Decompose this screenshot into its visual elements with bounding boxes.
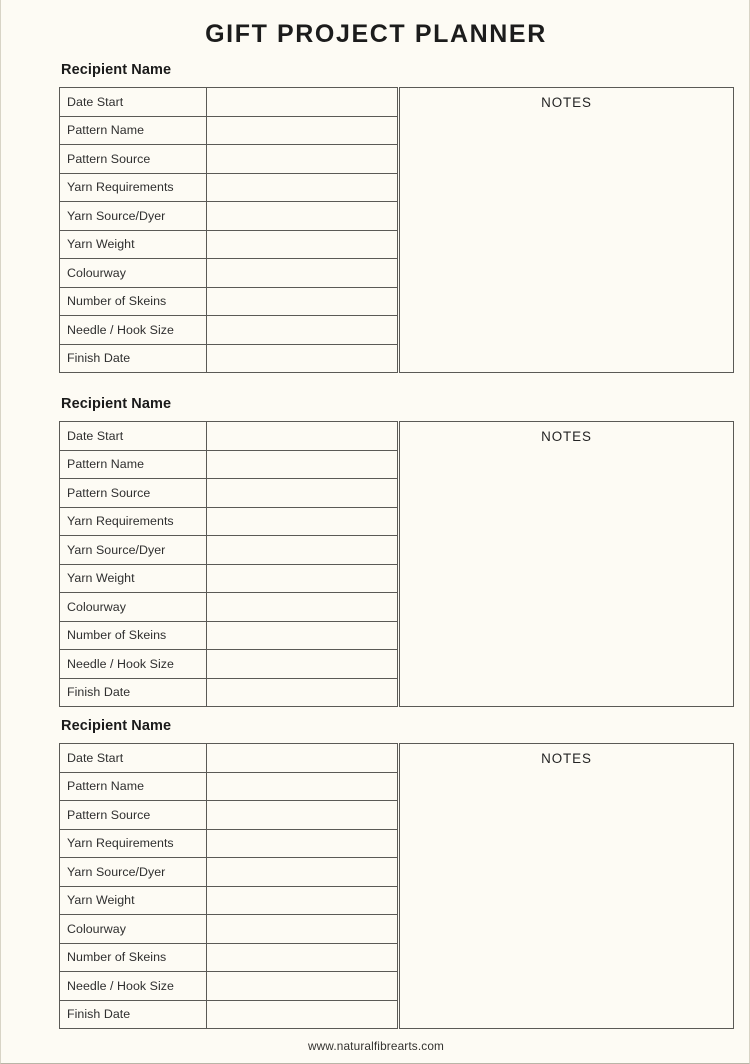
block-row [59,421,734,707]
table-row [60,202,398,231]
field-label: Date Start [60,422,207,451]
field-value-input[interactable] [207,230,398,259]
table-row [60,650,398,679]
block-row [59,743,734,1029]
field-label: Finish Date [60,678,207,707]
project-fields-table [59,421,398,707]
field-label: Date Start [60,744,207,773]
field-value-input[interactable] [207,344,398,373]
field-label: Needle / Hook Size [60,316,207,345]
table-row [60,621,398,650]
field-label: Yarn Source/Dyer [60,202,207,231]
table-row [60,678,398,707]
field-value-input[interactable] [207,650,398,679]
project-fields-table [59,87,398,373]
field-value-input[interactable] [207,145,398,174]
field-label: Colourway [60,259,207,288]
field-label: Pattern Name [60,116,207,145]
field-value-input[interactable] [207,678,398,707]
field-label: Colourway [60,593,207,622]
project-block [59,718,734,1029]
field-label: Finish Date [60,344,207,373]
table-row [60,1000,398,1029]
project-fields-table [59,743,398,1029]
field-value-input[interactable] [207,593,398,622]
project-block [59,62,734,373]
table-row [60,479,398,508]
field-value-input[interactable] [207,772,398,801]
notes-title: NOTES [541,429,592,444]
field-value-input[interactable] [207,422,398,451]
field-value-input[interactable] [207,450,398,479]
field-label: Number of Skeins [60,943,207,972]
recipient-name-heading: Recipient Name [61,396,172,412]
table-row [60,536,398,565]
field-value-input[interactable] [207,564,398,593]
table-row [60,886,398,915]
notes-title: NOTES [541,95,592,110]
footer-website-url: www.naturalfibrearts.com [307,1039,445,1053]
field-value-input[interactable] [207,915,398,944]
block-row [59,87,734,373]
field-value-input[interactable] [207,316,398,345]
table-row [60,593,398,622]
field-label: Pattern Name [60,772,207,801]
table-row [60,915,398,944]
table-row [60,287,398,316]
page-title: GIFT PROJECT PLANNER [205,20,547,48]
field-value-input[interactable] [207,943,398,972]
table-row [60,88,398,117]
field-label: Pattern Source [60,145,207,174]
field-label: Yarn Weight [60,230,207,259]
recipient-name-heading: Recipient Name [61,62,172,78]
field-value-input[interactable] [207,621,398,650]
recipient-name-heading: Recipient Name [61,718,172,734]
field-value-input[interactable] [207,116,398,145]
table-row [60,801,398,830]
field-value-input[interactable] [207,972,398,1001]
field-label: Number of Skeins [60,621,207,650]
table-row [60,972,398,1001]
table-row [60,772,398,801]
field-value-input[interactable] [207,886,398,915]
field-label: Yarn Source/Dyer [60,536,207,565]
field-value-input[interactable] [207,829,398,858]
field-label: Finish Date [60,1000,207,1029]
field-label: Yarn Requirements [60,507,207,536]
table-row [60,943,398,972]
field-value-input[interactable] [207,536,398,565]
table-row [60,450,398,479]
field-label: Yarn Requirements [60,173,207,202]
field-label: Colourway [60,915,207,944]
table-row [60,145,398,174]
field-value-input[interactable] [207,88,398,117]
field-label: Date Start [60,88,207,117]
field-value-input[interactable] [207,507,398,536]
notes-box[interactable] [399,87,734,373]
field-value-input[interactable] [207,801,398,830]
field-value-input[interactable] [207,259,398,288]
field-label: Yarn Weight [60,886,207,915]
notes-box[interactable] [399,743,734,1029]
project-block [59,396,734,707]
field-value-input[interactable] [207,858,398,887]
table-row [60,829,398,858]
field-value-input[interactable] [207,173,398,202]
notes-box[interactable] [399,421,734,707]
table-row [60,230,398,259]
table-row [60,344,398,373]
field-value-input[interactable] [207,1000,398,1029]
field-label: Needle / Hook Size [60,972,207,1001]
notes-title: NOTES [541,751,592,766]
field-value-input[interactable] [207,479,398,508]
field-value-input[interactable] [207,287,398,316]
table-row [60,422,398,451]
table-row [60,116,398,145]
table-row [60,858,398,887]
field-label: Needle / Hook Size [60,650,207,679]
table-row [60,259,398,288]
field-label: Yarn Source/Dyer [60,858,207,887]
field-label: Yarn Weight [60,564,207,593]
table-row [60,744,398,773]
table-row [60,507,398,536]
table-row [60,173,398,202]
field-label: Pattern Source [60,801,207,830]
table-row [60,316,398,345]
field-label: Pattern Source [60,479,207,508]
field-label: Number of Skeins [60,287,207,316]
field-value-input[interactable] [207,744,398,773]
table-row [60,564,398,593]
field-label: Pattern Name [60,450,207,479]
field-label: Yarn Requirements [60,829,207,858]
field-value-input[interactable] [207,202,398,231]
